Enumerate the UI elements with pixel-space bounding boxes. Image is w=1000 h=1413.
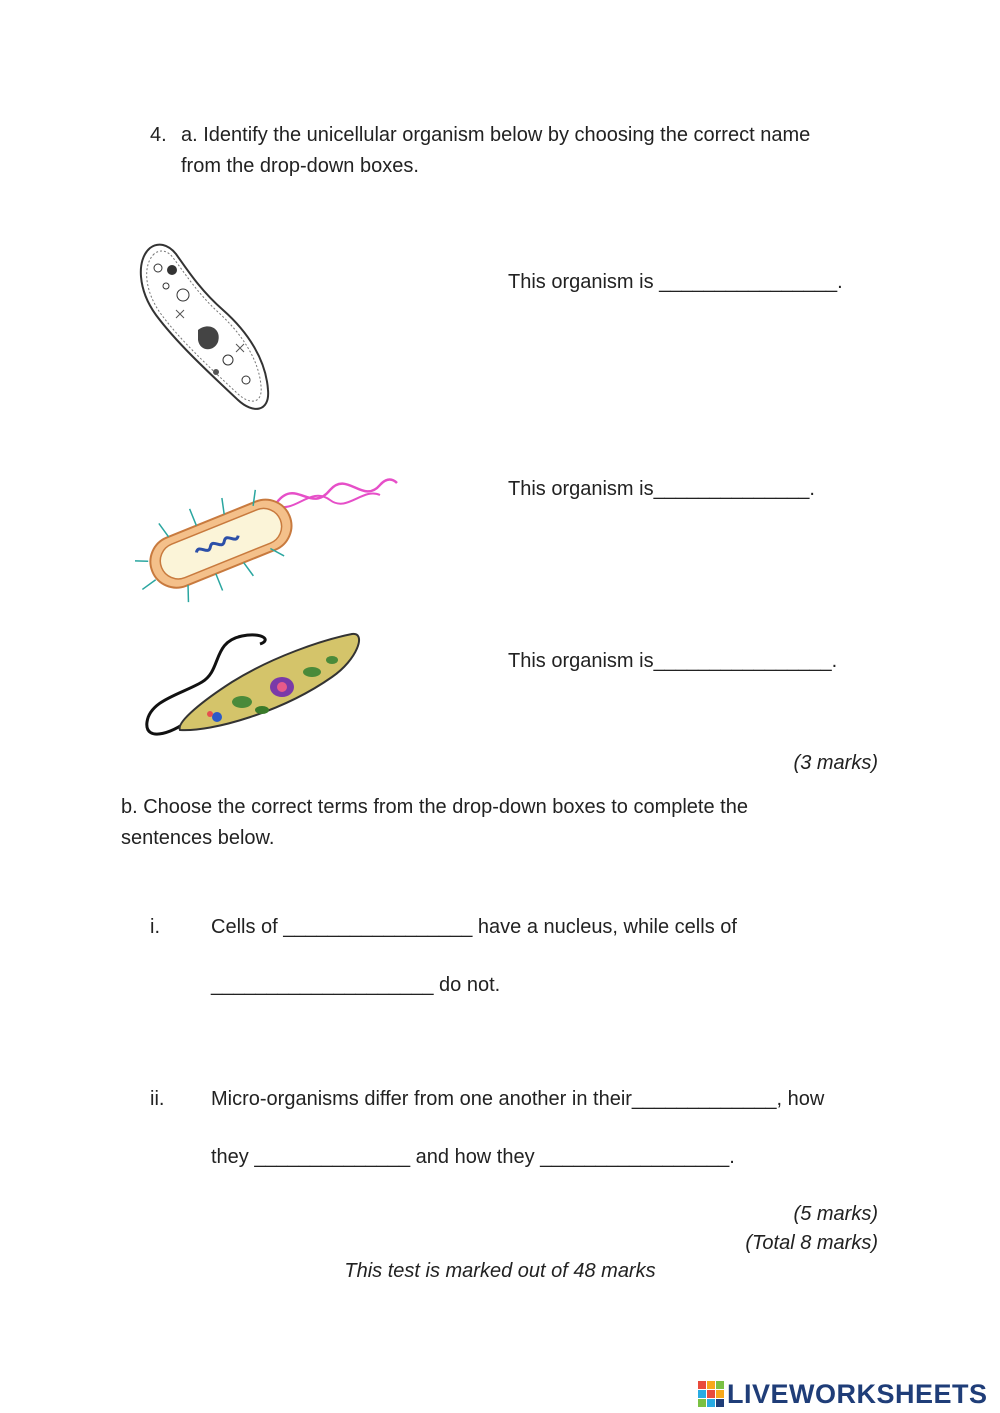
liveworksheets-logo: [698, 1376, 988, 1412]
question-b-text-line2: sentences below.: [121, 827, 275, 849]
statement-ii-line2: they ______________ and how they _________________.: [211, 1146, 735, 1168]
statement-numeral-ii: ii.: [150, 1088, 165, 1110]
statement-i-line2: ____________________ do not.: [211, 974, 501, 996]
marks-part-b: (5 marks): [793, 1203, 878, 1225]
statement-i-line1: Cells of _________________ have a nucleus, while cells of: [211, 916, 737, 938]
organism-2-sentence: This organism is______________.: [508, 478, 815, 500]
logo-mark-icon: [698, 1381, 724, 1407]
organism-1-sentence: This organism is ________________.: [508, 271, 843, 293]
euglena-illustration: [142, 622, 372, 747]
statement-numeral-i: i.: [150, 916, 160, 938]
question-a-text-line2: from the drop-down boxes.: [181, 155, 419, 177]
organism-3-sentence: This organism is________________.: [508, 650, 838, 672]
question-b-text-line1: b. Choose the correct terms from the drop-down boxes to complete the: [121, 796, 748, 818]
marks-part-a: (3 marks): [793, 752, 878, 774]
logo-text: LIVEWORKSHEETS: [727, 1378, 988, 1409]
question-a-text-line1: a. Identify the unicellular organism below by choosing the correct name: [181, 124, 811, 146]
test-total-note: This test is marked out of 48 marks: [344, 1260, 656, 1282]
total-marks: (Total 8 marks): [745, 1232, 878, 1254]
question-number: 4.: [150, 124, 167, 146]
paramecium-illustration: [128, 240, 278, 420]
statement-ii-line1: Micro-organisms differ from one another in their_____________, how: [211, 1088, 825, 1110]
bacterium-illustration: [135, 465, 400, 605]
